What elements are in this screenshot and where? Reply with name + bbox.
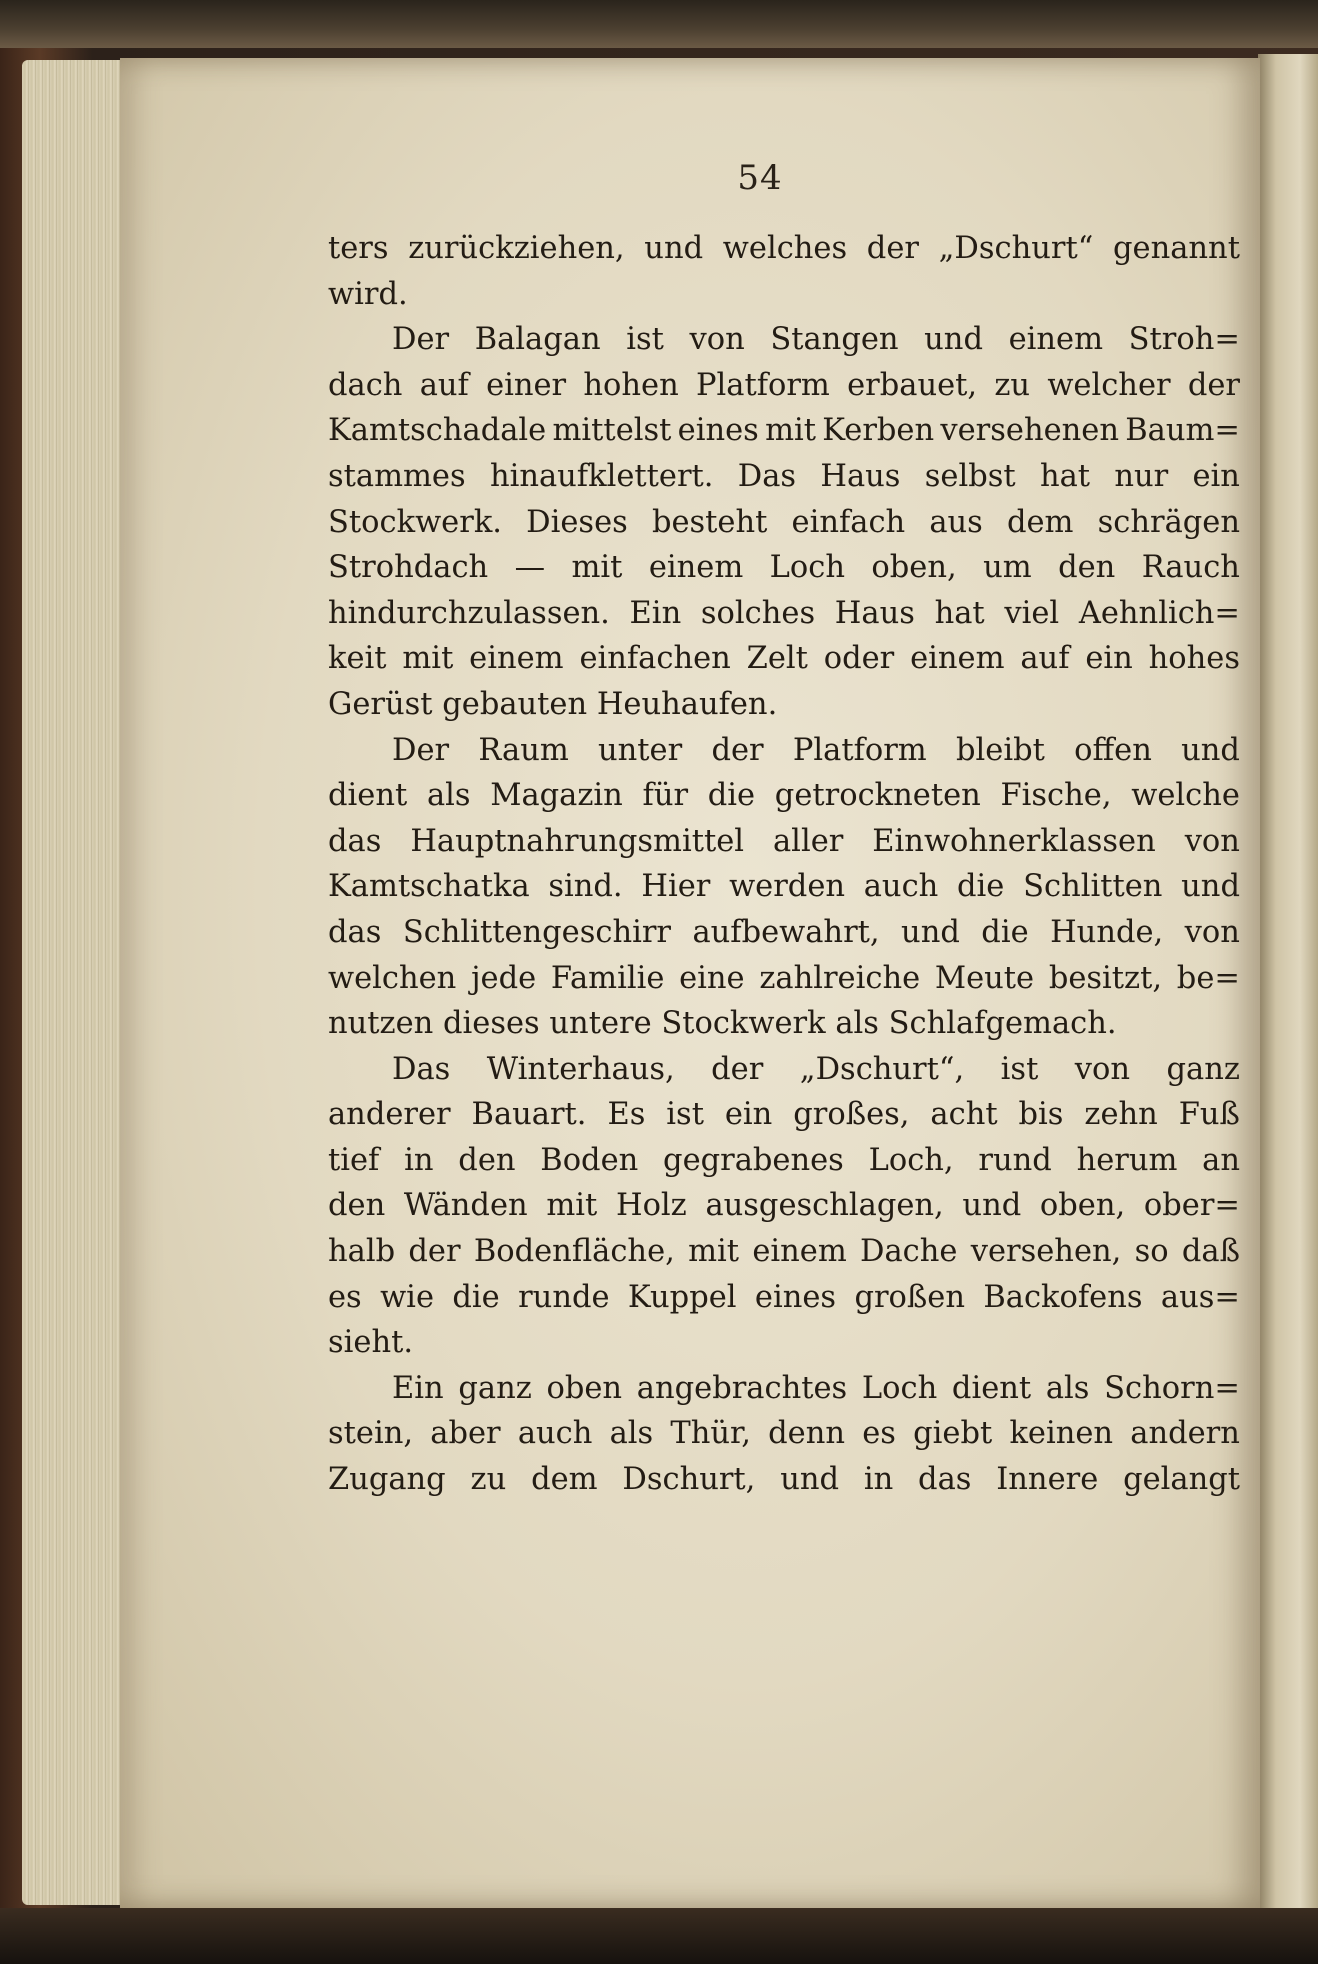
text-line: nutzen dieses untere Stockwerk als Schlafgemach.: [328, 1006, 1117, 1042]
book-bottom-edge: [0, 1908, 1318, 1964]
text-line: sieht.: [328, 1325, 414, 1361]
text-line: dient als Magazin für die getrockneten Fische, welche: [328, 778, 1240, 814]
page-edges: [22, 60, 132, 1905]
text-line: ters zurückziehen, und welches der „Dschurt“ genannt: [328, 231, 1240, 266]
body-text: [328, 226, 1240, 1503]
text-line: Strohdach — mit einem Loch oben, um den Rauch: [328, 550, 1240, 586]
text-line: Das Winterhaus, der „Dschurt“, ist von ganz: [392, 1051, 1240, 1087]
text-line: wird.: [328, 276, 408, 312]
text-line: Der Raum unter der Platform bleibt offen und: [392, 732, 1240, 768]
opposite-page-edge: [1258, 54, 1318, 1910]
text-line: Der Balagan ist von Stangen und einem Stroh=: [392, 322, 1240, 358]
text-line: stammes hinaufklettert. Das Haus selbst hat nur ein: [328, 458, 1240, 494]
text-line: Kamtschatka sind. Hier werden auch die Schlitten und: [328, 869, 1240, 905]
text-line: dach auf einer hohen Platform erbauet, zu welcher der: [328, 367, 1240, 403]
page-number: 54: [737, 158, 783, 198]
text-line: keit mit einem einfachen Zelt oder einem auf ein hohes: [328, 641, 1240, 677]
text-line: hindurchzulassen. Ein solches Haus hat viel Aehnlich=: [328, 595, 1240, 631]
text-line: das Schlittengeschirr aufbewahrt, und die Hunde, von: [328, 914, 1240, 950]
text-line: Ein ganz oben angebrachtes Loch dient als Schorn=: [392, 1370, 1240, 1406]
text-line: das Hauptnahrungsmittel aller Einwohnerklassen von: [328, 823, 1240, 859]
text-line: Stockwerk. Dieses besteht einfach aus dem schrägen: [328, 504, 1240, 540]
book-spine-top: [0, 0, 1318, 48]
text-line: halb der Bodenfläche, mit einem Dache versehen, so daß: [328, 1234, 1240, 1270]
text-line: den Wänden mit Holz ausgeschlagen, und oben, ober=: [328, 1188, 1240, 1224]
text-line: tief in den Boden gegrabenes Loch, rund herum an: [328, 1142, 1240, 1178]
text-line: Gerüst gebauten Heuhaufen.: [328, 686, 778, 722]
text-line: stein, aber auch als Thür, denn es giebt keinen andern: [328, 1416, 1240, 1452]
text-line: anderer Bauart. Es ist ein großes, acht bis zehn Fuß: [328, 1097, 1240, 1133]
text-line: welchen jede Familie eine zahlreiche Meute besitzt, be=: [328, 960, 1240, 996]
text-line: Kamtschadale mittelst eines mit Kerben versehenen Baum=: [328, 413, 1240, 449]
text-line: Zugang zu dem Dschurt, und in das Innere gelangt: [328, 1462, 1240, 1498]
text-line: es wie die runde Kuppel eines großen Backofens aus=: [328, 1279, 1240, 1315]
